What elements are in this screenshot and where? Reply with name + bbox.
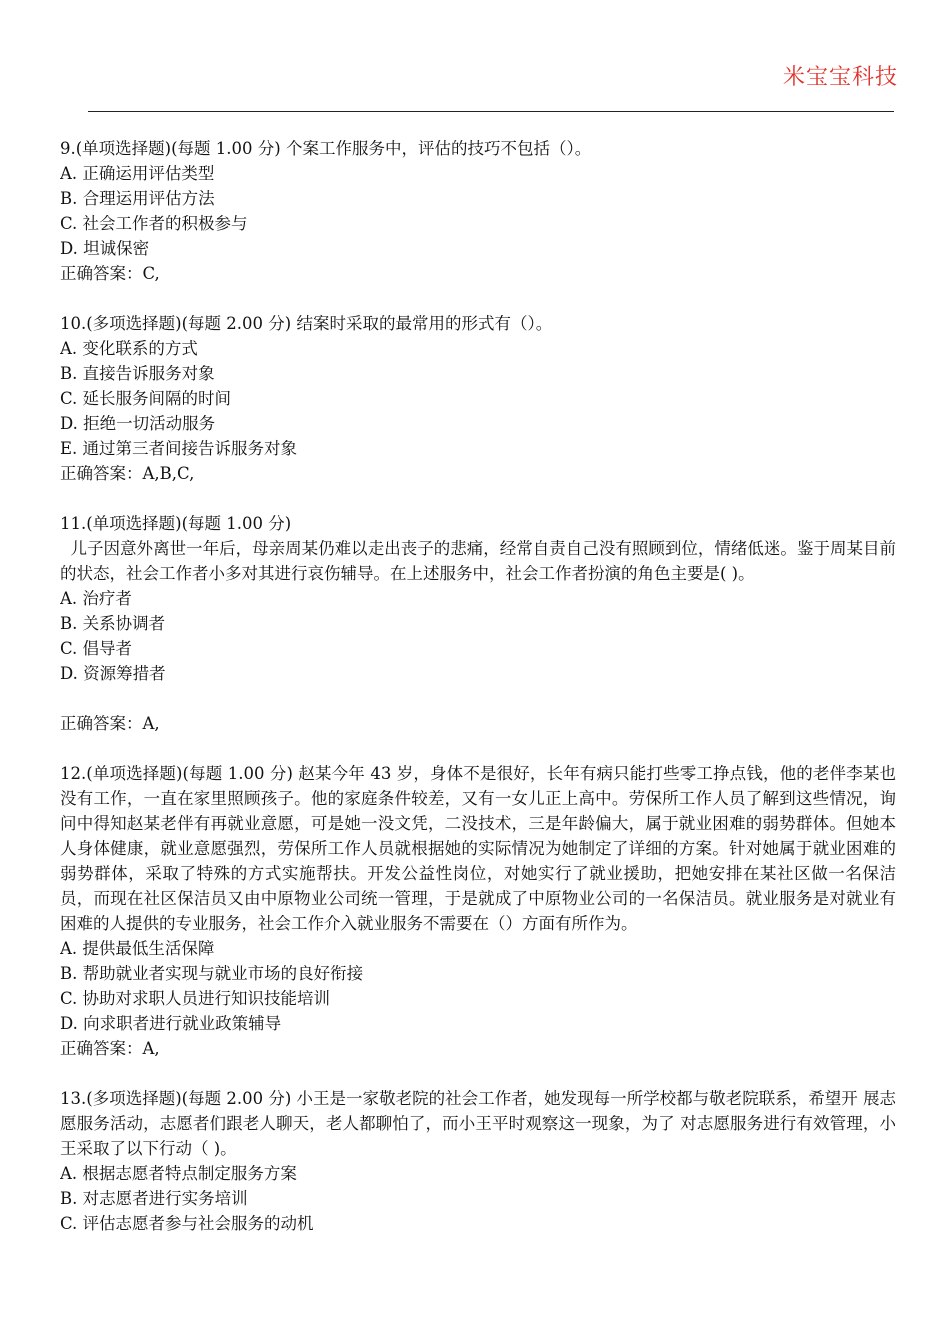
option-a: A. 正确运用评估类型 bbox=[60, 164, 215, 183]
option-d: D. 向求职者进行就业政策辅导 bbox=[60, 1014, 282, 1033]
option-d: D. 坦诚保密 bbox=[60, 239, 150, 258]
question-10 bbox=[60, 311, 896, 486]
question-9 bbox=[60, 136, 896, 286]
question-11 bbox=[60, 511, 896, 736]
answer: 正确答案：C, bbox=[60, 264, 160, 283]
spacer bbox=[60, 286, 896, 311]
option-c: C. 协助对求职人员进行知识技能培训 bbox=[60, 989, 331, 1008]
question-head: 9.(单项选择题)(每题 1.00 分) 个案工作服务中，评估的技巧不包括（）。 bbox=[60, 139, 592, 158]
header-divider bbox=[88, 111, 894, 112]
spacer bbox=[60, 486, 896, 511]
option-a: A. 治疗者 bbox=[60, 589, 132, 608]
spacer bbox=[60, 736, 896, 761]
answer: 正确答案：A, bbox=[60, 714, 160, 733]
option-b: B. 帮助就业者实现与就业市场的良好衔接 bbox=[60, 964, 364, 983]
option-c: C. 延长服务间隔的时间 bbox=[60, 389, 232, 408]
question-head: 12.(单项选择题)(每题 1.00 分) 赵某今年 43 岁，身体不是很好，长年有病只能打些零工挣点钱，他的老伴李某也没有工作，一直在家里照顾孩子。他的家庭条件较差，又有一女儿正上高中。劳保所工作人员了解到这些情况，询问中得知赵某老伴有再就业意愿，可是她一没文凭，二没技术，三是年龄偏大，属于就业困难的弱势群体。但她本人身体健康，就业意愿强烈，劳保所工作人员就根据她的实际情况为她制定了详细的方案。针对她属于就业困难的弱势群体，采取了特殊的方式实施帮扶。开发公益性岗位，对她实行了就业援助，把她安排在某社区做一名保洁员，而现在社区保洁员又由中原物业公司统一管理，于是就成了中原物业公司的一名保洁员。就业服务是对就业有困难的人提供的专业服务，社会工作介入就业服务不需要在（）方面有所作为。 bbox=[60, 764, 896, 933]
question-13 bbox=[60, 1086, 896, 1236]
option-b: B. 直接告诉服务对象 bbox=[60, 364, 215, 383]
option-a: A. 提供最低生活保障 bbox=[60, 939, 215, 958]
option-c: C. 倡导者 bbox=[60, 639, 133, 658]
option-d: D. 资源筹措者 bbox=[60, 664, 166, 683]
spacer bbox=[60, 1061, 896, 1086]
option-b: B. 对志愿者进行实务培训 bbox=[60, 1189, 248, 1208]
question-list bbox=[60, 136, 896, 1236]
question-head: 13.(多项选择题)(每题 2.00 分) 小王是一家敬老院的社会工作者，她发现每一所学校都与敬老院联系，希望开 展志愿服务活动，志愿者们跟老人聊天，老人都聊怕了，而小王平时观察这一现象，为了 对志愿服务进行有效管理，小王采取了以下行动（ )。 bbox=[60, 1089, 896, 1158]
answer: 正确答案：A,B,C, bbox=[60, 464, 195, 483]
question-head: 11.(单项选择题)(每题 1.00 分) bbox=[60, 514, 292, 533]
option-e: E. 通过第三者间接告诉服务对象 bbox=[60, 439, 298, 458]
option-c: C. 社会工作者的积极参与 bbox=[60, 214, 248, 233]
question-head: 10.(多项选择题)(每题 2.00 分) 结案时采取的最常用的形式有（）。 bbox=[60, 314, 553, 333]
option-b: B. 关系协调者 bbox=[60, 614, 166, 633]
option-a: A. 变化联系的方式 bbox=[60, 339, 198, 358]
spacer bbox=[60, 686, 896, 711]
question-12 bbox=[60, 761, 896, 1061]
answer: 正确答案：A, bbox=[60, 1039, 160, 1058]
option-a: A. 根据志愿者特点制定服务方案 bbox=[60, 1164, 297, 1183]
option-d: D. 拒绝一切活动服务 bbox=[60, 414, 216, 433]
option-b: B. 合理运用评估方法 bbox=[60, 189, 215, 208]
question-stem: 儿子因意外离世一年后，母亲周某仍难以走出丧子的悲痛，经常自责自己没有照顾到位，情绪低迷。鉴于周某目前的状态，社会工作者小多对其进行哀伤辅导。在上述服务中，社会工作者扮演的角色主要是( )。 bbox=[60, 539, 896, 583]
option-c: C. 评估志愿者参与社会服务的动机 bbox=[60, 1214, 314, 1233]
brand-watermark: 米宝宝科技 bbox=[782, 65, 898, 90]
